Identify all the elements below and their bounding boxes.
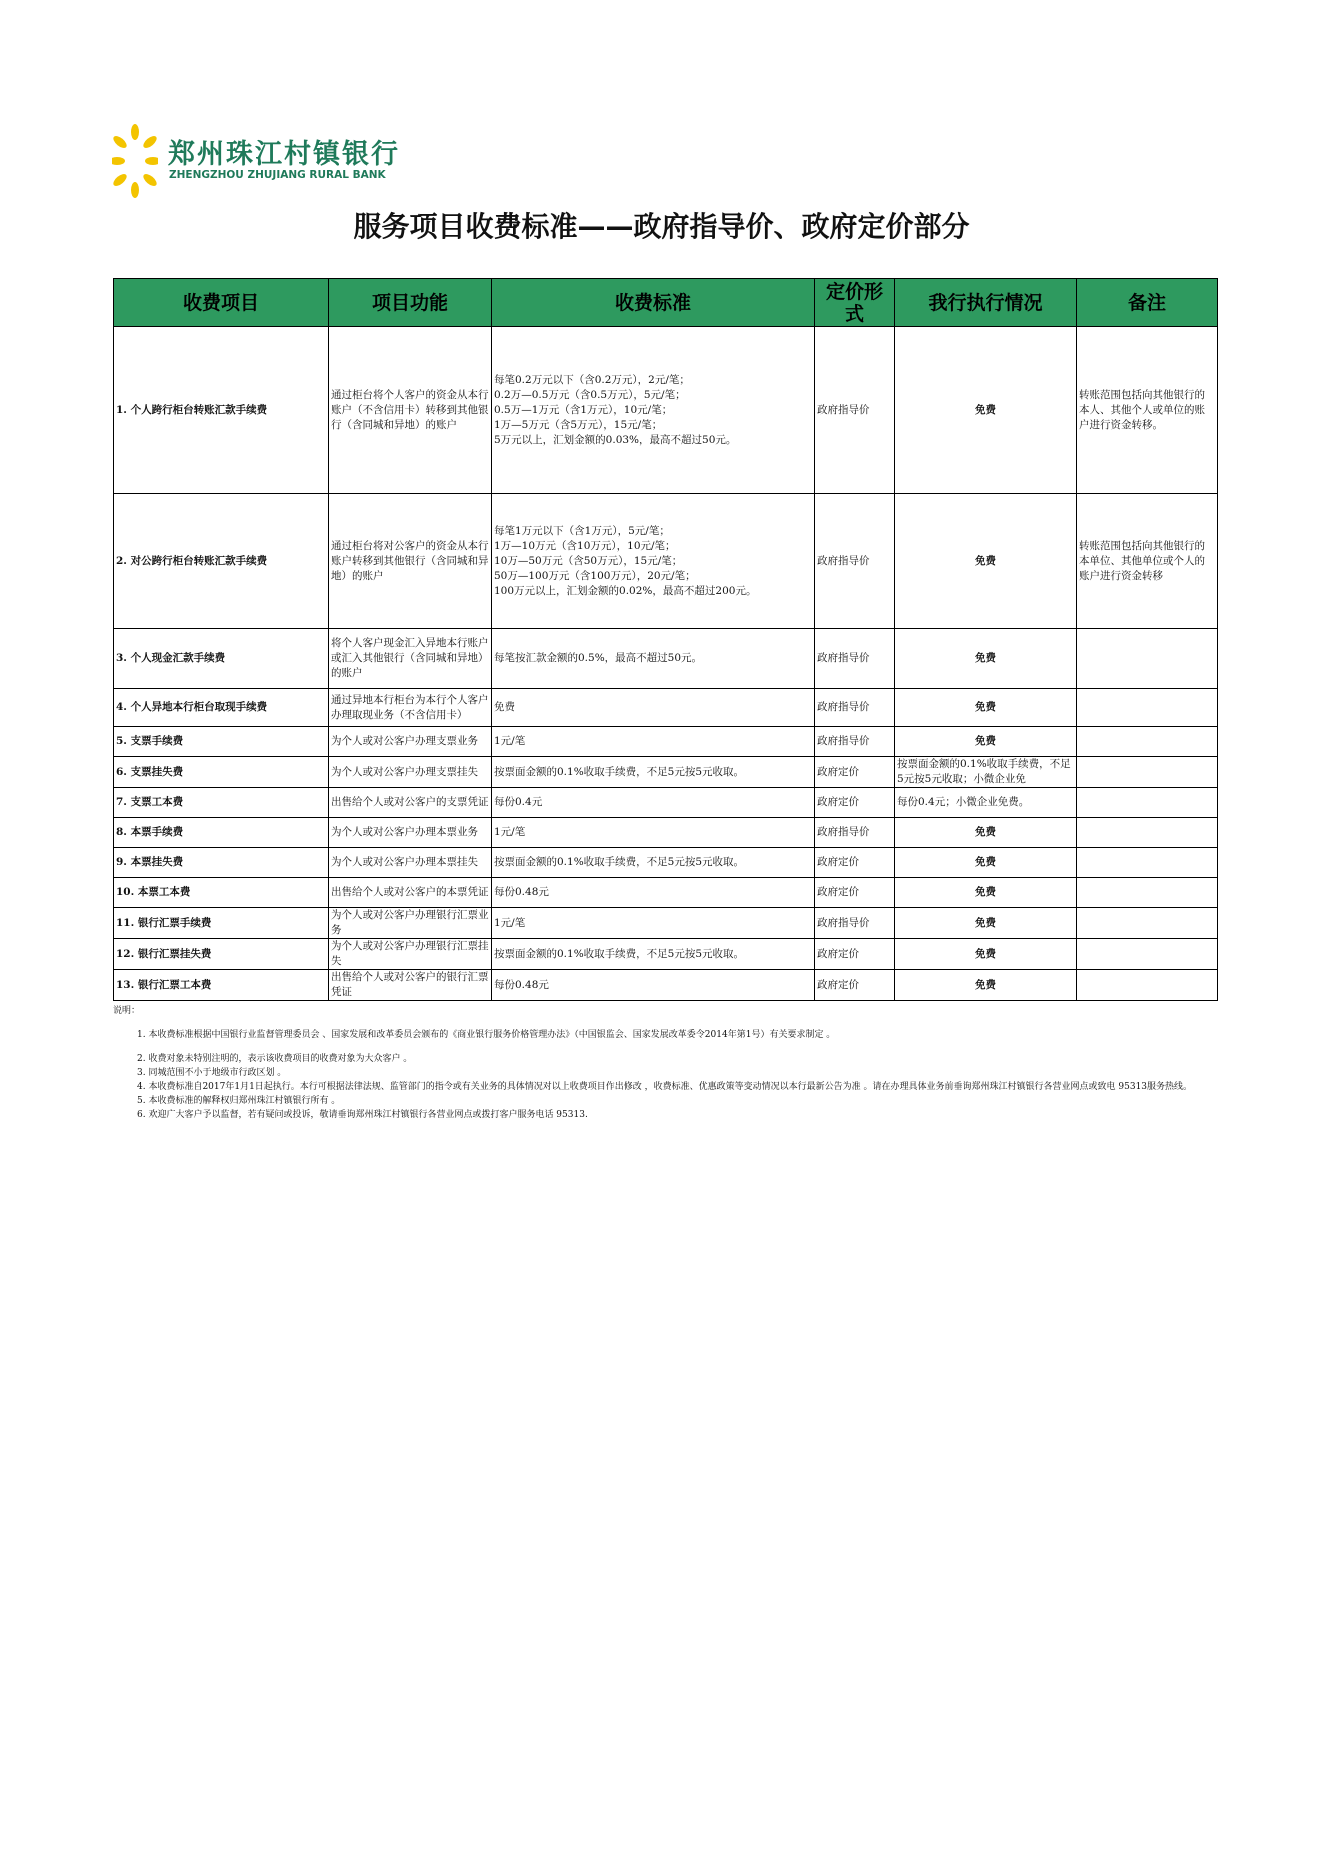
standard-line: 50万—100万元（含100万元），20元/笔； [494,569,696,582]
pricing-cell: 政府指导价 [815,494,895,629]
standard-cell [492,494,815,629]
standard-line: 免费 [494,701,515,713]
standard-cell [492,939,815,970]
fee-item-cell: 3. 个人现金汇款手续费 [114,629,329,689]
function-cell: 通过异地本行柜台为本行个人客户办理取现业务（不含信用卡） [329,689,492,727]
execution-cell: 免费 [895,629,1077,689]
header-remark: 备注 [1077,279,1218,327]
execution-cell: 按票面金额的0.1%收取手续费，不足5元按5元收取；小微企业免 [895,757,1077,788]
pricing-cell: 政府指导价 [815,727,895,757]
standard-line: 1元/笔 [494,916,526,929]
note-item: 5. 本收费标准的解释权归郑州珠江村镇银行所有 。 [137,1096,341,1106]
execution-cell: 免费 [895,908,1077,939]
standard-cell [492,327,815,494]
note-item: 2. 收费对象未特别注明的，表示该收费项目的收费对象为大众客户 。 [137,1054,413,1064]
fee-item-cell: 11. 银行汇票手续费 [114,908,329,939]
standard-line: 每笔1万元以下（含1万元），5元/笔； [494,524,670,537]
function-cell: 为个人或对公客户办理本票挂失 [329,848,492,878]
standard-line: 1万—10万元（含10万元），10元/笔； [494,539,676,552]
remark-cell: 转账范围包括向其他银行的本单位、其他单位或个人的账户进行资金转移 [1077,494,1218,629]
execution-cell: 免费 [895,494,1077,629]
header-function: 项目功能 [329,279,492,327]
remark-cell [1077,939,1218,970]
table-row [114,788,1218,818]
fee-item-cell: 2. 对公跨行柜台转账汇款手续费 [114,494,329,629]
standard-line: 按票面金额的0.1%收取手续费，不足5元按5元收取。 [494,947,745,960]
remark-cell [1077,757,1218,788]
header-pricing: 定价形式 [815,279,895,327]
function-cell: 为个人或对公客户办理支票业务 [329,727,492,757]
standard-cell [492,629,815,689]
notes [113,1004,1217,1122]
table-row [114,727,1218,757]
fee-item-cell: 6. 支票挂失费 [114,757,329,788]
execution-cell: 免费 [895,327,1077,494]
remark-cell: 转账范围包括向其他银行的本人、其他个人或单位的账户进行资金转移。 [1077,327,1218,494]
table-row [114,757,1218,788]
function-cell: 将个人客户现金汇入异地本行账户或汇入其他银行（含同城和异地）的账户 [329,629,492,689]
execution-cell: 免费 [895,878,1077,908]
standard-cell [492,848,815,878]
standard-line: 每份0.48元 [494,886,549,898]
fee-item-cell: 10. 本票工本费 [114,878,329,908]
standard-line: 每笔0.2万元以下（含0.2万元），2元/笔； [494,373,690,386]
function-cell: 为个人或对公客户办理银行汇票挂失 [329,939,492,970]
table-row [114,818,1218,848]
execution-cell: 每份0.4元；小微企业免费。 [895,788,1077,818]
function-cell: 出售给个人或对公客户的支票凭证 [329,788,492,818]
standard-cell [492,970,815,1001]
fee-item-cell: 13. 银行汇票工本费 [114,970,329,1001]
pricing-cell: 政府定价 [815,788,895,818]
table-row [114,878,1218,908]
header-execution: 我行执行情况 [895,279,1077,327]
standard-line: 每笔按汇款金额的0.5%，最高不超过50元。 [494,652,703,664]
pricing-cell: 政府定价 [815,878,895,908]
table-row [114,494,1218,629]
pricing-cell: 政府定价 [815,970,895,1001]
standard-line: 5万元以上，汇划金额的0.03%，最高不超过50元。 [494,433,737,446]
note-item: 4. 本收费标准自2017年1月1日起执行。本行可根据法律法规、监管部门的指令或有关业务的具体情况对以上收费项目作出修改 ，收费标准、优惠政策等变动情况以本行最新公告为准 。请在办理具体业务前垂询郑州珠江村镇银行各营业网点或致电 95313服务热线。 [137,1082,1193,1092]
standard-cell [492,727,815,757]
standard-cell [492,788,815,818]
function-cell: 出售给个人或对公客户的本票凭证 [329,878,492,908]
page-title: 服务项目收费标准——政府指导价、政府定价部分 [353,210,970,243]
function-cell: 通过柜台将对公客户的资金从本行账户转移到其他银行（含同城和异地）的账户 [329,494,492,629]
fee-item-cell: 8. 本票手续费 [114,818,329,848]
standard-cell [492,818,815,848]
pricing-cell: 政府定价 [815,848,895,878]
bank-logo-mark-icon [112,124,158,198]
note-item: 1. 本收费标准根据中国银行业监督管理委员会 、国家发展和改革委员会颁布的《商业银行服务价格管理办法》（中国银监会、国家发展改革委令2014年第1号）有关要求制定 。 [137,1030,836,1040]
table-row [114,970,1218,1001]
standard-line: 按票面金额的0.1%收取手续费，不足5元按5元收取。 [494,765,745,778]
fee-item-cell: 1. 个人跨行柜台转账汇款手续费 [114,327,329,494]
standard-line: 100万元以上，汇划金额的0.02%，最高不超过200元。 [494,584,757,597]
pricing-cell: 政府指导价 [815,818,895,848]
standard-line: 每份0.48元 [494,978,549,991]
pricing-cell: 政府定价 [815,939,895,970]
table-row [114,908,1218,939]
notes-heading: 说明： [113,1006,141,1016]
execution-cell: 免费 [895,818,1077,848]
note-item: 3. 同城范围不小于地级市行政区划 。 [137,1068,287,1078]
standard-line: 1万—5万元（含5万元），15元/笔； [494,418,663,431]
remark-cell [1077,818,1218,848]
bank-logo [112,124,412,198]
fee-item-cell: 9. 本票挂失费 [114,848,329,878]
execution-cell: 免费 [895,939,1077,970]
standard-line: 0.2万—0.5万元（含0.5万元），5元/笔； [494,388,686,401]
pricing-cell: 政府指导价 [815,327,895,494]
remark-cell [1077,908,1218,939]
fee-item-cell: 7. 支票工本费 [114,788,329,818]
bank-name-en: ZHENGZHOU ZHUJIANG RURAL BANK [169,169,386,181]
standard-cell [492,757,815,788]
execution-cell: 免费 [895,848,1077,878]
remark-cell [1077,629,1218,689]
header-fee-item: 收费项目 [114,279,329,327]
standard-line: 10万—50万元（含50万元），15元/笔； [494,554,683,567]
execution-cell: 免费 [895,689,1077,727]
pricing-cell: 政府指导价 [815,689,895,727]
fee-item-cell: 4. 个人异地本行柜台取现手续费 [114,689,329,727]
standard-line: 0.5万—1万元（含1万元），10元/笔； [494,403,673,416]
remark-cell [1077,788,1218,818]
function-cell: 为个人或对公客户办理支票挂失 [329,757,492,788]
remark-cell [1077,848,1218,878]
function-cell: 通过柜台将个人客户的资金从本行账户（不含信用卡）转移到其他银行（含同城和异地）的账户 [329,327,492,494]
pricing-cell: 政府指导价 [815,629,895,689]
bank-name-cn: 郑州珠江村镇银行 [168,139,400,170]
table-header-row [114,279,1218,327]
pricing-cell: 政府指导价 [815,908,895,939]
remark-cell [1077,878,1218,908]
standard-cell [492,878,815,908]
standard-line: 1元/笔 [494,826,526,838]
note-item: 6. 欢迎广大客户予以监督，若有疑问或投诉，敬请垂询郑州珠江村镇银行各营业网点或拨打客户服务电话 95313. [137,1110,588,1120]
function-cell: 为个人或对公客户办理银行汇票业务 [329,908,492,939]
function-cell: 为个人或对公客户办理本票业务 [329,818,492,848]
header-standard: 收费标准 [492,279,815,327]
standard-line: 每份0.4元 [494,796,543,808]
standard-cell [492,908,815,939]
table-row [114,689,1218,727]
remark-cell [1077,970,1218,1001]
standard-line: 按票面金额的0.1%收取手续费，不足5元按5元收取。 [494,856,745,868]
execution-cell: 免费 [895,727,1077,757]
fee-table [113,278,1218,1001]
table-row [114,327,1218,494]
table-row [114,629,1218,689]
remark-cell [1077,689,1218,727]
standard-line: 1元/笔 [494,735,526,747]
execution-cell: 免费 [895,970,1077,1001]
standard-cell [492,689,815,727]
table-row [114,848,1218,878]
pricing-cell: 政府定价 [815,757,895,788]
table-row [114,939,1218,970]
fee-item-cell: 12. 银行汇票挂失费 [114,939,329,970]
function-cell: 出售给个人或对公客户的银行汇票凭证 [329,970,492,1001]
fee-item-cell: 5. 支票手续费 [114,727,329,757]
remark-cell [1077,727,1218,757]
